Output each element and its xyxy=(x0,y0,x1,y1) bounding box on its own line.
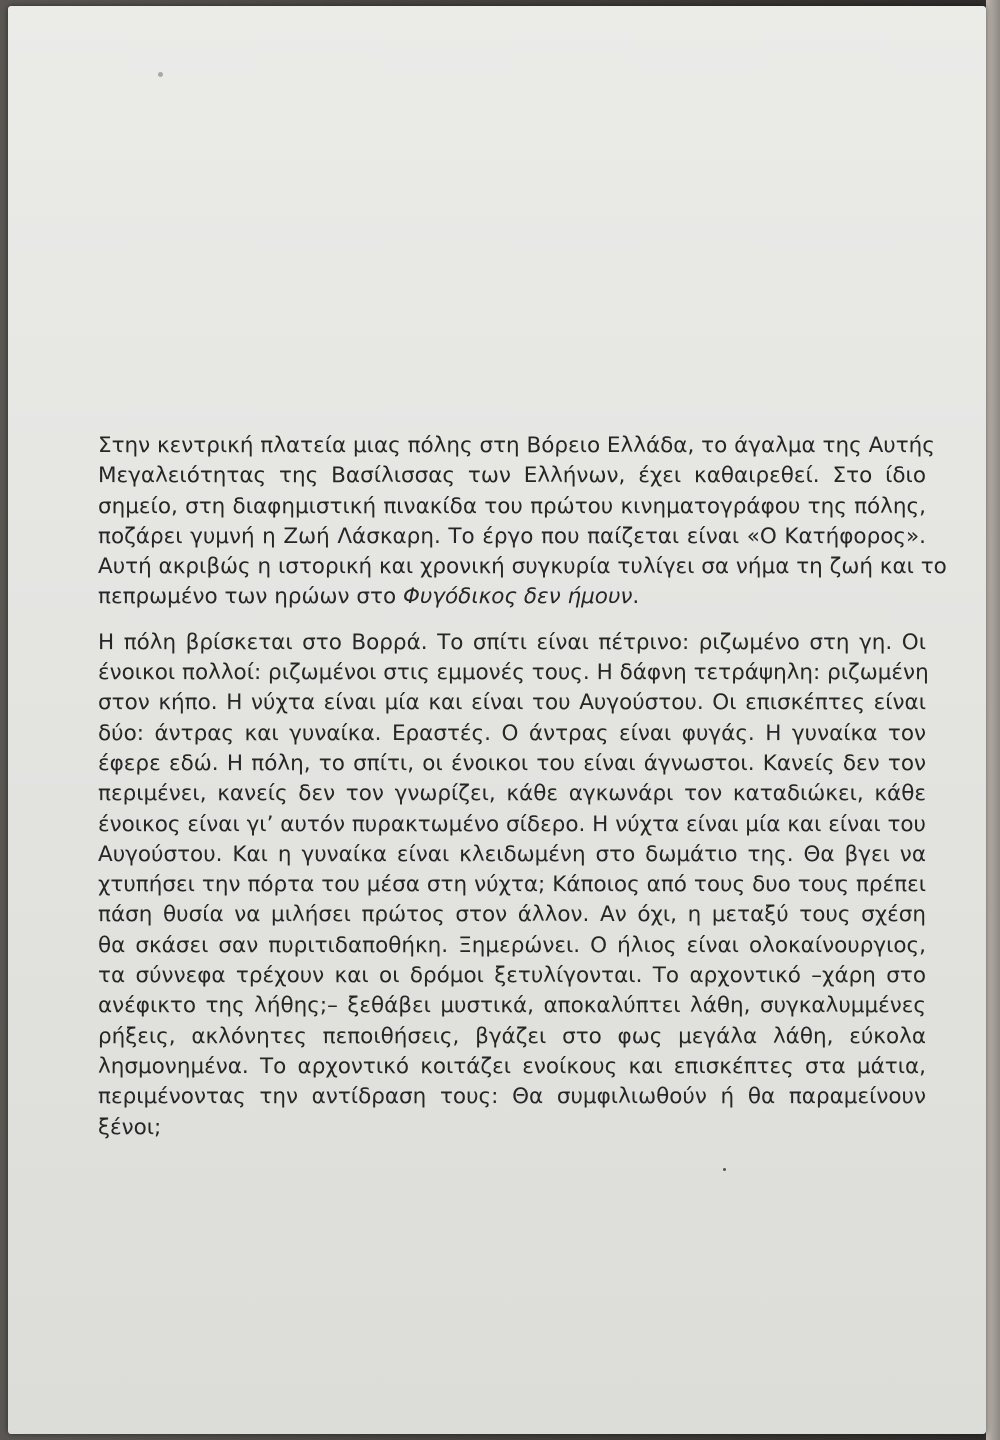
blurb-paragraph-2 xyxy=(98,628,929,1143)
text-line: πάση θυσία να μιλήσει πρώτος στον άλλον. Αν όχι, η μεταξύ τους σχέση xyxy=(98,902,926,928)
text-line: περιμένοντας την αντίδραση τους: Θα συμφιλιωθούν ή θα παραμείνουν xyxy=(98,1084,926,1110)
stray-dot xyxy=(723,1168,726,1171)
blurb-paragraph-1 xyxy=(98,431,947,613)
paper-speck xyxy=(158,72,163,77)
text-line: ποζάρει γυμνή η Ζωή Λάσκαρη. Το έργο που παίζεται είναι «Ο Κατήφορος». xyxy=(98,523,926,549)
text-line: ρήξεις, ακλόνητες πεποιθήσεις, βγάζει στο φως μεγάλα λάθη, εύκολα xyxy=(98,1023,926,1049)
text-line: τα σύννεφα τρέχουν και οι δρόμοι ξετυλίγονται. Το αρχοντικό –χάρη στο xyxy=(98,963,926,989)
text-line: χτυπήσει την πόρτα του μέσα στη νύχτα; Κάποιος από τους δυο τους πρέπει xyxy=(98,872,926,898)
text-line: έφερε εδώ. Η πόλη, το σπίτι, οι ένοικοι του είναι άγνωστοι. Κανείς δεν τον xyxy=(98,750,926,776)
blurb-text xyxy=(98,431,947,1143)
text-line: Στην κεντρική πλατεία μιας πόλης στη Βόρειο Ελλάδα, το άγαλμα της Αυτής xyxy=(98,433,935,458)
book-back-cover xyxy=(8,6,986,1434)
text-line: ξένοι; xyxy=(98,1114,162,1140)
text-line xyxy=(98,582,926,612)
text-line: Αυγούστου. Και η γυναίκα είναι κλειδωμένη στο δωμάτιο της. Θα βγει να xyxy=(98,841,926,867)
text-line: σημείο, στη διαφημιστική πινακίδα του πρώτου κινηματογράφου της πόλης, xyxy=(98,493,926,519)
text-line-end: . xyxy=(632,584,640,610)
text-line: στον κήπο. Η νύχτα είναι μία και είναι του Αυγούστου. Οι επισκέπτες είναι xyxy=(98,690,926,716)
text-line: Η πόλη βρίσκεται στο Βορρά. Το σπίτι είναι πέτρινο: ριζωμένο στη γη. Οι xyxy=(98,629,926,655)
text-line: περιμένει, κανείς δεν τον γνωρίζει, κάθε αγκωνάρι τον καταδιώκει, κάθε xyxy=(98,781,926,807)
adjacent-page-edge xyxy=(986,0,1000,1440)
book-title-italic: Φυγόδικος δεν ήμουν xyxy=(402,584,633,610)
text-line: Μεγαλειότητας της Βασίλισσας των Ελλήνων, έχει καθαιρεθεί. Στο ίδιο xyxy=(98,463,926,489)
text-line: δύο: άντρας και γυναίκα. Εραστές. Ο άντρας είναι φυγάς. Η γυναίκα τον xyxy=(98,720,926,746)
text-line: ένοικος είναι γι’ αυτόν πυρακτωμένο σίδερο. Η νύχτα είναι μία και είναι του xyxy=(98,811,926,837)
text-line: θα σκάσει σαν πυριτιδαποθήκη. Ξημερώνει. Ο ήλιος είναι ολοκαίνουργιος, xyxy=(98,932,926,958)
text-line: ανέφικτο της λήθης;– ξεθάβει μυστικά, αποκαλύπτει λάθη, συγκαλυμμένες xyxy=(98,993,926,1019)
text-line: Αυτή ακριβώς η ιστορική και χρονική συγκυρία τυλίγει σα νήμα τη ζωή και το xyxy=(98,554,947,580)
text-line: λησμονημένα. Το αρχοντικό κοιτάζει ενοίκους και επισκέπτες στα μάτια, xyxy=(98,1053,926,1079)
text-line: ένοικοι πολλοί: ριζωμένοι στις εμμονές τους. Η δάφνη τετράψηλη: ριζωμένη xyxy=(98,660,929,686)
text-line-start: πεπρωμένο των ηρώων στο xyxy=(98,584,403,610)
